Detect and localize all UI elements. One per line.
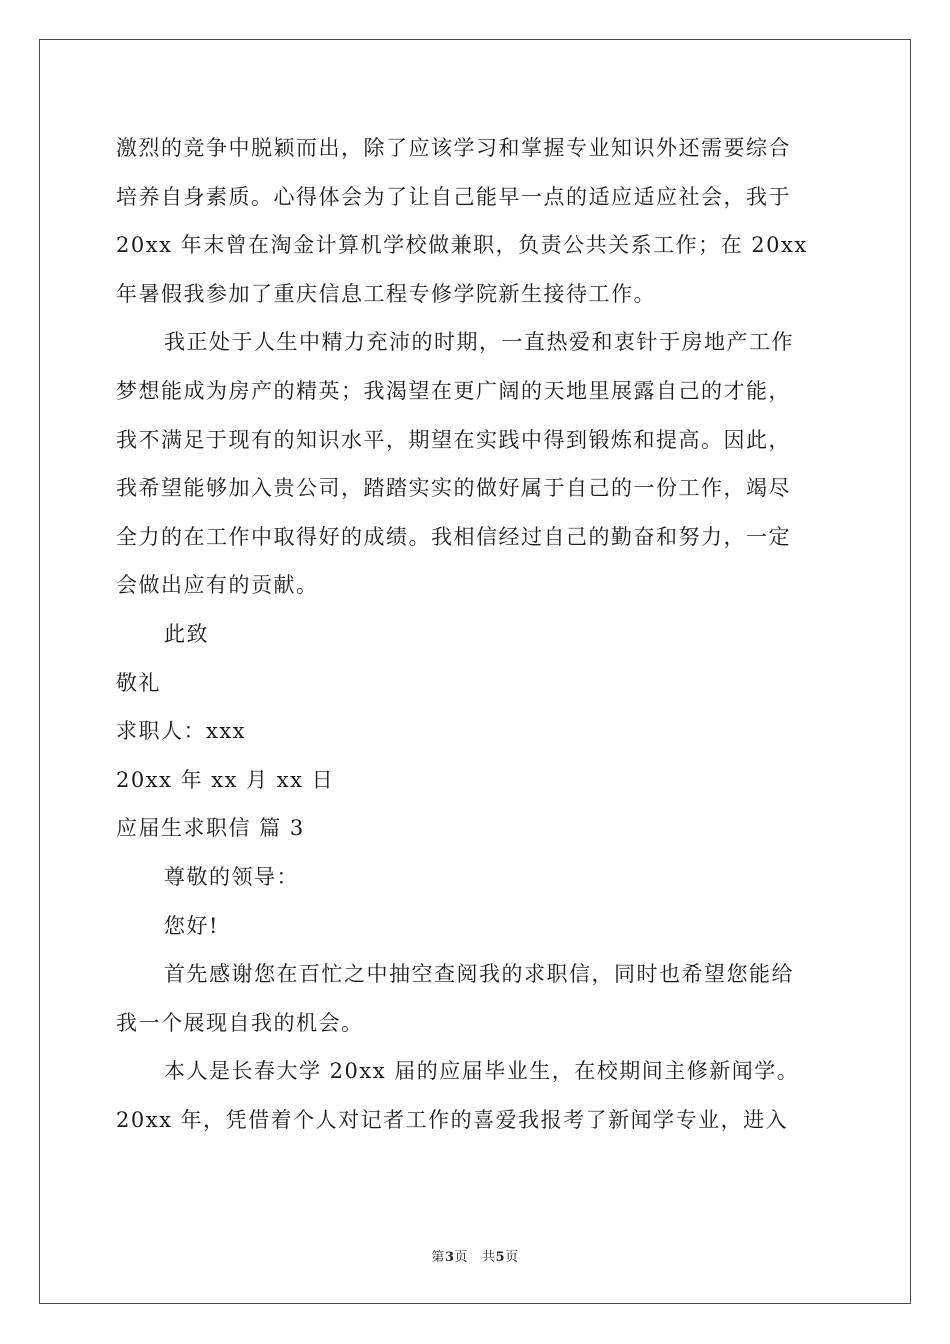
total-pages-number: 5 (495, 1250, 506, 1265)
document-body (116, 124, 840, 1144)
paragraph-start-line: 我正处于人生中精力充沛的时期，一直热爱和衷针于房地产工作 (164, 330, 794, 355)
text-line: 我一个展现自我的机会。 (116, 1010, 364, 1035)
text-line: 激烈的竞争中脱颖而出，除了应该学习和掌握专业知识外还需要综合 (116, 136, 791, 160)
paragraph-start-line: 本人是长春大学 20xx 届的应届毕业生，在校期间主修新闻学。 (164, 1059, 800, 1084)
applicant-signature: 求职人：xxx (116, 719, 247, 744)
text-line: 20xx 年，凭借着个人对记者工作的喜爱我报考了新闻学专业，进入 (116, 1107, 789, 1132)
closing-salutation: 此致 (164, 621, 209, 646)
greeting-hello: 您好! (164, 913, 219, 938)
text-line: 全力的在工作中取得好的成绩。我相信经过自己的勤奋和努力，一定 (116, 524, 791, 549)
text-line: 梦想能成为房产的精英；我渴望在更广阔的天地里展露自己的才能， (116, 378, 791, 403)
text-line: 20xx 年末曾在淘金计算机学校做兼职，负责公共关系工作；在 20xx (116, 233, 808, 258)
text-line: 会做出应有的贡献。 (116, 573, 319, 598)
paragraph-start-line: 首先感谢您在百忙之中抽空查阅我的求职信，同时也希望您能给 (164, 962, 794, 987)
section-heading: 应届生求职信 篇 3 (116, 816, 305, 841)
page-number-suffix: 页 (454, 1250, 468, 1265)
text-line: 培养自身素质。心得体会为了让自己能早一点的适应适应社会，我于 (116, 184, 791, 209)
current-page-number: 3 (444, 1250, 455, 1265)
text-line: 我不满足于现有的知识水平，期望在实践中得到锻炼和提高。因此， (116, 427, 791, 452)
total-pages-prefix: 共 (482, 1250, 496, 1265)
text-line: 年暑假我参加了重庆信息工程专修学院新生接待工作。 (116, 281, 656, 306)
total-pages-suffix: 页 (505, 1250, 519, 1265)
greeting-addressee: 尊敬的领导： (164, 864, 299, 889)
closing-regards: 敬礼 (116, 670, 161, 695)
page-footer (0, 1246, 950, 1265)
page-number-prefix: 第 (431, 1250, 445, 1265)
letter-date: 20xx 年 xx 月 xx 日 (116, 767, 335, 792)
text-line: 我希望能够加入贵公司，踏踏实实的做好属于自己的一份工作，竭尽 (116, 476, 791, 501)
